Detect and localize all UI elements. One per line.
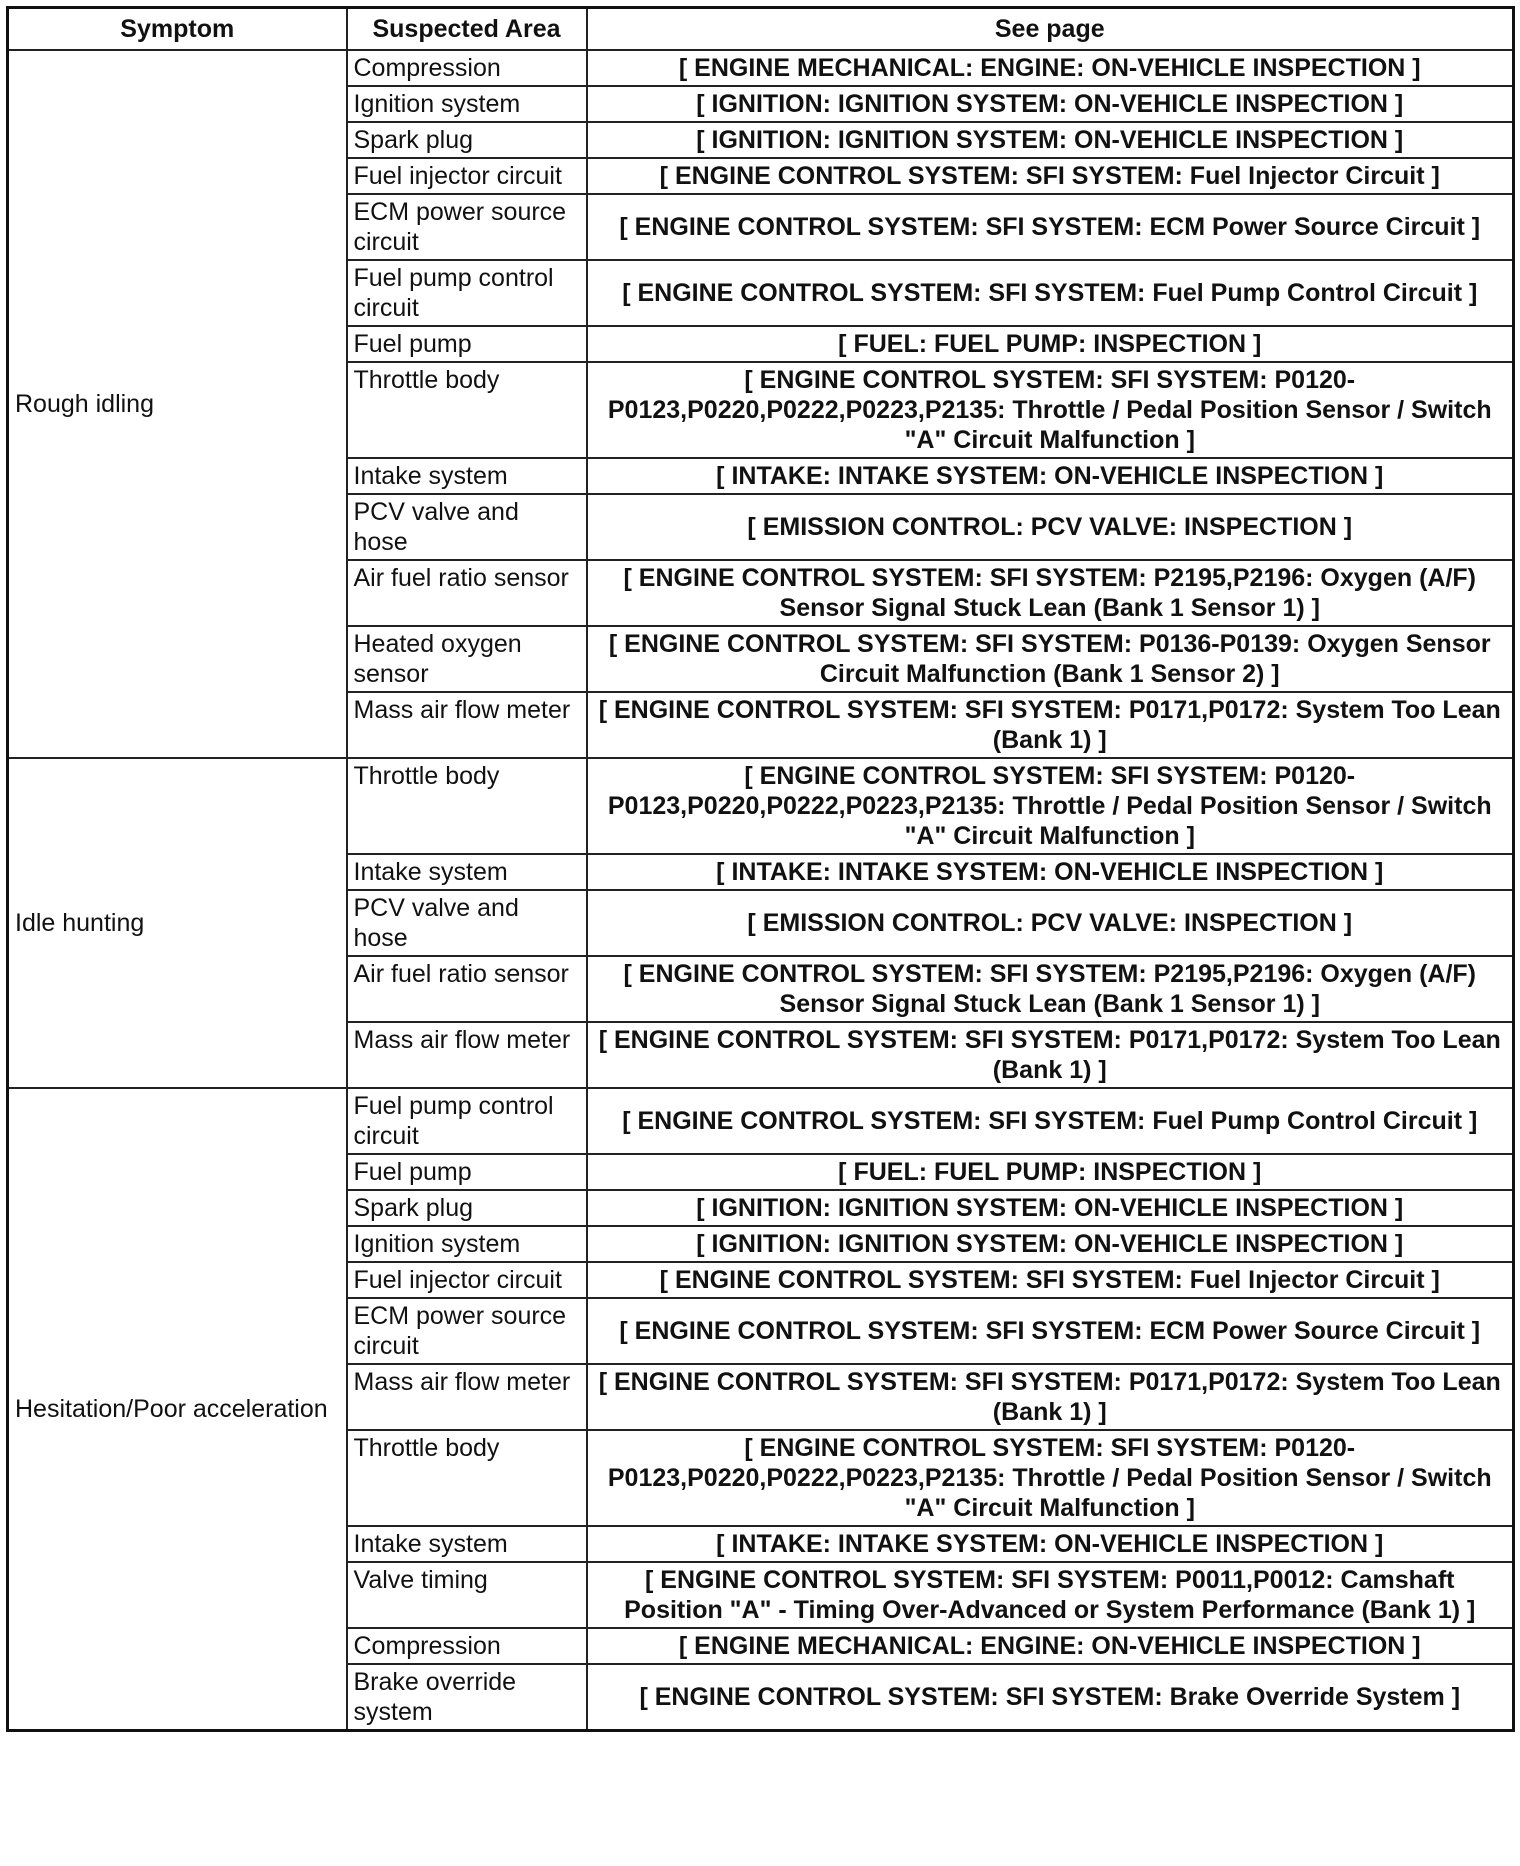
see-page-link[interactable]: [ FUEL: FUEL PUMP: INSPECTION ] [587,326,1514,362]
see-page-link[interactable]: [ FUEL: FUEL PUMP: INSPECTION ] [587,1154,1514,1190]
symptom-cell: Hesitation/Poor acceleration [8,1088,347,1731]
suspected-area-cell: Fuel injector circuit [347,158,587,194]
suspected-area-cell: Mass air flow meter [347,1364,587,1430]
symptom-cell: Rough idling [8,50,347,758]
suspected-area-cell: Air fuel ratio sensor [347,560,587,626]
suspected-area-cell: Spark plug [347,1190,587,1226]
suspected-area-cell: Spark plug [347,122,587,158]
suspected-area-cell: Valve timing [347,1562,587,1628]
see-page-link[interactable]: [ ENGINE CONTROL SYSTEM: SFI SYSTEM: Brake Override System ] [587,1664,1514,1731]
table-row [8,1088,1514,1154]
suspected-area-cell: Intake system [347,1526,587,1562]
suspected-area-cell: Ignition system [347,1226,587,1262]
see-page-link[interactable]: [ ENGINE CONTROL SYSTEM: SFI SYSTEM: P0171,P0172: System Too Lean (Bank 1) ] [587,692,1514,758]
suspected-area-cell: Intake system [347,854,587,890]
see-page-link[interactable]: [ ENGINE CONTROL SYSTEM: SFI SYSTEM: P2195,P2196: Oxygen (A/F) Sensor Signal Stuck Lean (Bank 1 Sensor 1) ] [587,560,1514,626]
table-header [8,8,1514,51]
see-page-link[interactable]: [ ENGINE CONTROL SYSTEM: SFI SYSTEM: ECM Power Source Circuit ] [587,194,1514,260]
suspected-area-cell: Mass air flow meter [347,692,587,758]
table-row [8,50,1514,86]
suspected-area-cell: Ignition system [347,86,587,122]
see-page-link[interactable]: [ IGNITION: IGNITION SYSTEM: ON-VEHICLE INSPECTION ] [587,1190,1514,1226]
see-page-link[interactable]: [ IGNITION: IGNITION SYSTEM: ON-VEHICLE INSPECTION ] [587,86,1514,122]
suspected-area-cell: Fuel pump [347,1154,587,1190]
see-page-link[interactable]: [ ENGINE CONTROL SYSTEM: SFI SYSTEM: Fuel Pump Control Circuit ] [587,1088,1514,1154]
suspected-area-cell: Air fuel ratio sensor [347,956,587,1022]
see-page-link[interactable]: [ ENGINE CONTROL SYSTEM: SFI SYSTEM: Fuel Pump Control Circuit ] [587,260,1514,326]
see-page-link[interactable]: [ INTAKE: INTAKE SYSTEM: ON-VEHICLE INSPECTION ] [587,854,1514,890]
see-page-link[interactable]: [ ENGINE CONTROL SYSTEM: SFI SYSTEM: P0171,P0172: System Too Lean (Bank 1) ] [587,1022,1514,1088]
suspected-area-cell: Throttle body [347,362,587,458]
suspected-area-cell: Heated oxygen sensor [347,626,587,692]
see-page-link[interactable]: [ ENGINE CONTROL SYSTEM: SFI SYSTEM: P0120-P0123,P0220,P0222,P0223,P2135: Throttle / Pedal Position Sensor / Switch "A" Circuit Malfunction ] [587,362,1514,458]
see-page-link[interactable]: [ ENGINE CONTROL SYSTEM: SFI SYSTEM: Fuel Injector Circuit ] [587,158,1514,194]
see-page-link[interactable]: [ ENGINE CONTROL SYSTEM: SFI SYSTEM: P0011,P0012: Camshaft Position "A" - Timing Over-Advanced or System Performance (Bank 1) ] [587,1562,1514,1628]
suspected-area-cell: PCV valve and hose [347,494,587,560]
suspected-area-cell: Fuel injector circuit [347,1262,587,1298]
see-page-link[interactable]: [ ENGINE CONTROL SYSTEM: SFI SYSTEM: P0171,P0172: System Too Lean (Bank 1) ] [587,1364,1514,1430]
troubleshooting-table [6,6,1515,1732]
see-page-link[interactable]: [ EMISSION CONTROL: PCV VALVE: INSPECTION ] [587,494,1514,560]
table-body [8,50,1514,1731]
see-page-link[interactable]: [ ENGINE MECHANICAL: ENGINE: ON-VEHICLE INSPECTION ] [587,50,1514,86]
suspected-area-cell: Fuel pump control circuit [347,260,587,326]
see-page-link[interactable]: [ ENGINE CONTROL SYSTEM: SFI SYSTEM: Fuel Injector Circuit ] [587,1262,1514,1298]
header-row [8,8,1514,51]
see-page-link[interactable]: [ ENGINE MECHANICAL: ENGINE: ON-VEHICLE INSPECTION ] [587,1628,1514,1664]
suspected-area-cell: Mass air flow meter [347,1022,587,1088]
suspected-area-cell: Compression [347,1628,587,1664]
suspected-area-cell: Throttle body [347,1430,587,1526]
see-page-link[interactable]: [ INTAKE: INTAKE SYSTEM: ON-VEHICLE INSPECTION ] [587,1526,1514,1562]
suspected-area-cell: Intake system [347,458,587,494]
see-page-link[interactable]: [ IGNITION: IGNITION SYSTEM: ON-VEHICLE INSPECTION ] [587,122,1514,158]
suspected-area-cell: Fuel pump control circuit [347,1088,587,1154]
header-symptom: Symptom [8,8,347,51]
see-page-link[interactable]: [ ENGINE CONTROL SYSTEM: SFI SYSTEM: P0120-P0123,P0220,P0222,P0223,P2135: Throttle / Pedal Position Sensor / Switch "A" Circuit Malfunction ] [587,758,1514,854]
suspected-area-cell: ECM power source circuit [347,194,587,260]
suspected-area-cell: Throttle body [347,758,587,854]
suspected-area-cell: PCV valve and hose [347,890,587,956]
suspected-area-cell: Compression [347,50,587,86]
suspected-area-cell: Brake override system [347,1664,587,1731]
see-page-link[interactable]: [ ENGINE CONTROL SYSTEM: SFI SYSTEM: ECM Power Source Circuit ] [587,1298,1514,1364]
see-page-link[interactable]: [ ENGINE CONTROL SYSTEM: SFI SYSTEM: P0120-P0123,P0220,P0222,P0223,P2135: Throttle / Pedal Position Sensor / Switch "A" Circuit Malfunction ] [587,1430,1514,1526]
header-suspected-area: Suspected Area [347,8,587,51]
see-page-link[interactable]: [ EMISSION CONTROL: PCV VALVE: INSPECTION ] [587,890,1514,956]
see-page-link[interactable]: [ INTAKE: INTAKE SYSTEM: ON-VEHICLE INSPECTION ] [587,458,1514,494]
symptom-cell: Idle hunting [8,758,347,1088]
see-page-link[interactable]: [ ENGINE CONTROL SYSTEM: SFI SYSTEM: P2195,P2196: Oxygen (A/F) Sensor Signal Stuck Lean (Bank 1 Sensor 1) ] [587,956,1514,1022]
see-page-link[interactable]: [ ENGINE CONTROL SYSTEM: SFI SYSTEM: P0136-P0139: Oxygen Sensor Circuit Malfunction (Bank 1 Sensor 2) ] [587,626,1514,692]
see-page-link[interactable]: [ IGNITION: IGNITION SYSTEM: ON-VEHICLE INSPECTION ] [587,1226,1514,1262]
suspected-area-cell: ECM power source circuit [347,1298,587,1364]
header-see-page: See page [587,8,1514,51]
table-row [8,758,1514,854]
suspected-area-cell: Fuel pump [347,326,587,362]
